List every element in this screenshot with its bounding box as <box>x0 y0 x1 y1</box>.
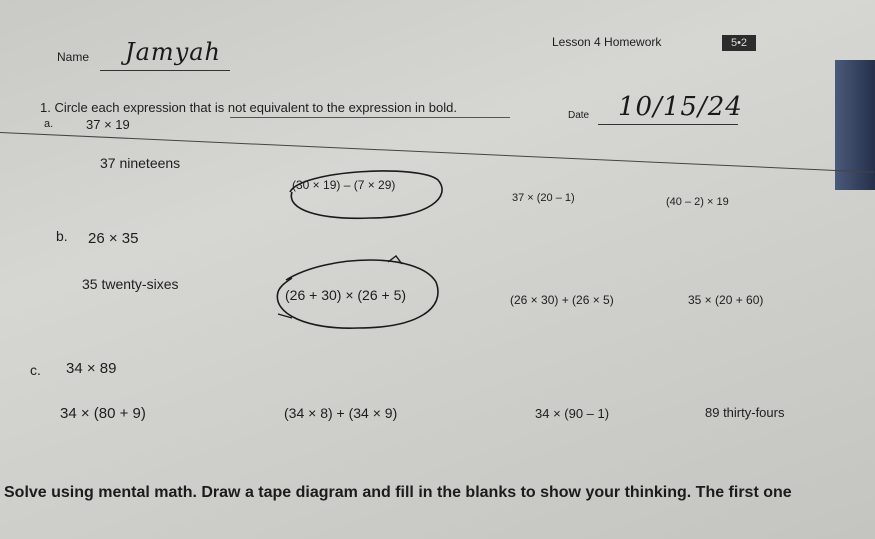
problem-c-choice-2: (34 × 8) + (34 × 9) <box>284 405 398 421</box>
header-rule <box>230 117 510 118</box>
next-section-instruction: Solve using mental math. Draw a tape diagram and fill in the blanks to show your thinking. The first one <box>4 484 792 501</box>
date-handwriting: 10/15/24 <box>618 92 743 122</box>
name-underline <box>100 70 230 71</box>
date-label: Date <box>568 110 590 121</box>
date-underline <box>598 124 738 125</box>
problem-c-choice-1: 34 × (80 + 9) <box>60 405 146 422</box>
problem-a-expression: 37 × 19 <box>86 117 130 132</box>
problem-c-label: c. <box>30 362 41 378</box>
problem-c-choice-3: 34 × (90 – 1) <box>535 406 610 421</box>
problem-b-choice-2: (26 + 30) × (26 + 5) <box>285 287 407 303</box>
problem-a-choice-4: (40 – 2) × 19 <box>666 196 729 208</box>
problem-a-choice-3: 37 × (20 – 1) <box>512 192 575 204</box>
name-handwriting: Jamyah <box>125 38 222 66</box>
name-label: Name <box>57 50 90 64</box>
problem-c-choice-4: 89 thirty-fours <box>705 405 785 420</box>
lesson-badge: 5•2 <box>722 35 756 51</box>
instruction-text: 1. Circle each expression that is not equivalent to the expression in bold. <box>40 100 457 115</box>
problem-c-expression: 34 × 89 <box>66 360 117 377</box>
problem-b-label: b. <box>56 228 68 244</box>
lesson-title: Lesson 4 Homework <box>552 35 662 49</box>
problem-b-choice-3: (26 × 30) + (26 × 5) <box>510 293 614 307</box>
problem-a-choice-2: (30 × 19) – (7 × 29) <box>292 178 396 192</box>
problem-b-expression: 26 × 35 <box>88 230 139 247</box>
problem-b-choice-4: 35 × (20 + 60) <box>688 293 764 307</box>
hand-drawn-circle-b <box>268 252 448 332</box>
problem-a-choice-1: 37 nineteens <box>100 155 181 171</box>
problem-b-choice-1: 35 twenty-sixes <box>82 276 179 292</box>
problem-a-label: a. <box>44 118 54 130</box>
hand-drawn-circle-a <box>280 166 450 224</box>
